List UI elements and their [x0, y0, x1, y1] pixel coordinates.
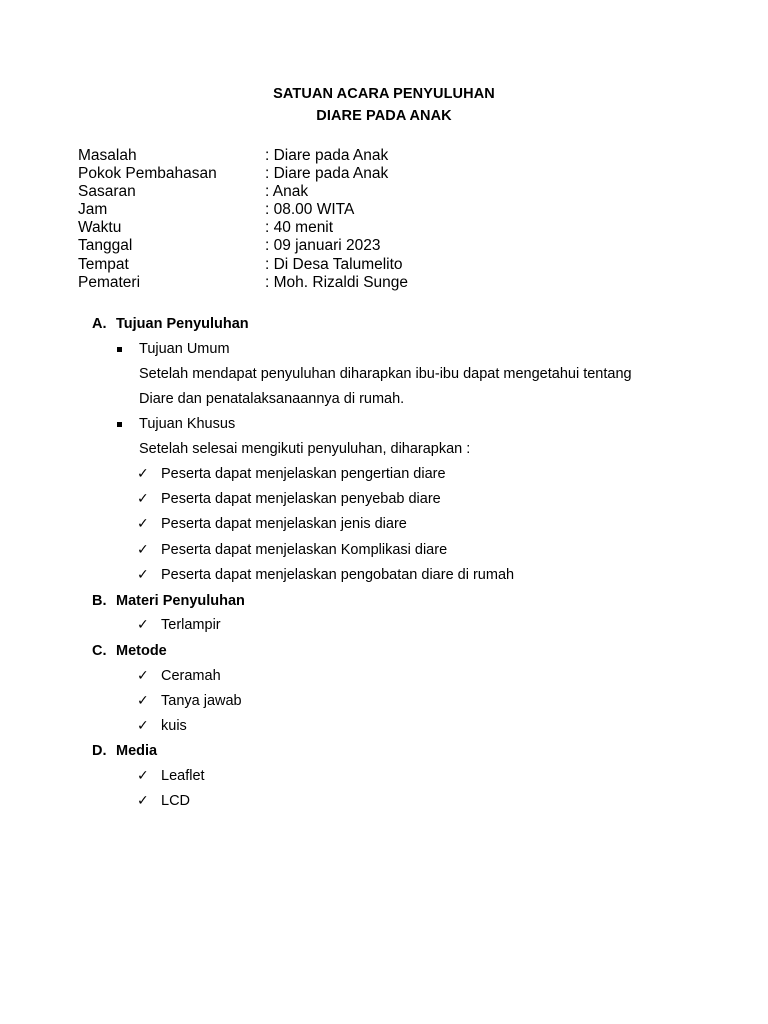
checkmark-icon: ✓: [137, 465, 149, 481]
checkmark-icon: ✓: [137, 616, 149, 632]
meta-label-masalah: Masalah: [78, 147, 137, 164]
document-title-line1: SATUAN ACARA PENYULUHAN: [273, 86, 495, 102]
section-d-letter: D.: [92, 743, 107, 759]
tujuan-umum-text-2: Diare dan penatalaksanaannya di rumah.: [139, 391, 405, 407]
meta-value-jam: : 08.00 WITA: [265, 201, 355, 218]
meta-value-pemateri: : Moh. Rizaldi Sunge: [265, 274, 409, 291]
meta-value-pokok-pembahasan: : Diare pada Anak: [265, 165, 389, 182]
tujuan-khusus-intro: Setelah selesai mengikuti penyuluhan, diharapkan :: [139, 441, 471, 457]
checkmark-icon: ✓: [137, 717, 149, 733]
document-title-line2: DIARE PADA ANAK: [316, 108, 452, 124]
checkmark-icon: ✓: [137, 767, 149, 783]
meta-value-waktu: : 40 menit: [265, 219, 334, 236]
checkmark-icon: ✓: [137, 490, 149, 506]
meta-label-waktu: Waktu: [78, 219, 122, 236]
meta-label-jam: Jam: [78, 201, 108, 218]
meta-label-tempat: Tempat: [78, 256, 129, 273]
metode-item-3: kuis: [161, 718, 187, 734]
media-item-1: Leaflet: [161, 768, 205, 784]
metode-item-1: Ceramah: [161, 668, 221, 684]
meta-label-pokok-pembahasan: Pokok Pembahasan: [78, 165, 217, 182]
materi-item-1: Terlampir: [161, 617, 221, 633]
section-a-letter: A.: [92, 316, 107, 332]
square-bullet-icon: [117, 347, 122, 352]
meta-label-tanggal: Tanggal: [78, 237, 133, 254]
section-a-title: Tujuan Penyuluhan: [116, 316, 249, 332]
section-b-letter: B.: [92, 593, 107, 609]
meta-value-tanggal: : 09 januari 2023: [265, 237, 381, 254]
metode-item-2: Tanya jawab: [161, 693, 242, 709]
section-d-title: Media: [116, 743, 158, 759]
meta-label-pemateri: Pemateri: [78, 274, 141, 291]
meta-label-sasaran: Sasaran: [78, 183, 136, 200]
media-item-2: LCD: [161, 793, 191, 809]
checkmark-icon: ✓: [137, 692, 149, 708]
square-bullet-icon: [117, 422, 122, 427]
khusus-item-1: Peserta dapat menjelaskan pengertian diare: [161, 466, 446, 482]
khusus-item-3: Peserta dapat menjelaskan jenis diare: [161, 516, 407, 532]
meta-value-sasaran: : Anak: [265, 183, 309, 200]
meta-value-tempat: : Di Desa Talumelito: [265, 256, 403, 273]
tujuan-khusus-label: Tujuan Khusus: [139, 416, 236, 432]
checkmark-icon: ✓: [137, 541, 149, 557]
khusus-item-5: Peserta dapat menjelaskan pengobatan diare di rumah: [161, 567, 515, 583]
section-b-title: Materi Penyuluhan: [116, 593, 245, 609]
meta-value-masalah: : Diare pada Anak: [265, 147, 389, 164]
checkmark-icon: ✓: [137, 566, 149, 582]
tujuan-umum-label: Tujuan Umum: [139, 341, 230, 357]
khusus-item-2: Peserta dapat menjelaskan penyebab diare: [161, 491, 441, 507]
tujuan-umum-text-1: Setelah mendapat penyuluhan diharapkan ibu-ibu dapat mengetahui tentang: [139, 366, 632, 382]
section-c-title: Metode: [116, 643, 167, 659]
khusus-item-4: Peserta dapat menjelaskan Komplikasi diare: [161, 542, 448, 558]
checkmark-icon: ✓: [137, 792, 149, 808]
checkmark-icon: ✓: [137, 515, 149, 531]
section-c-letter: C.: [92, 643, 107, 659]
checkmark-icon: ✓: [137, 667, 149, 683]
